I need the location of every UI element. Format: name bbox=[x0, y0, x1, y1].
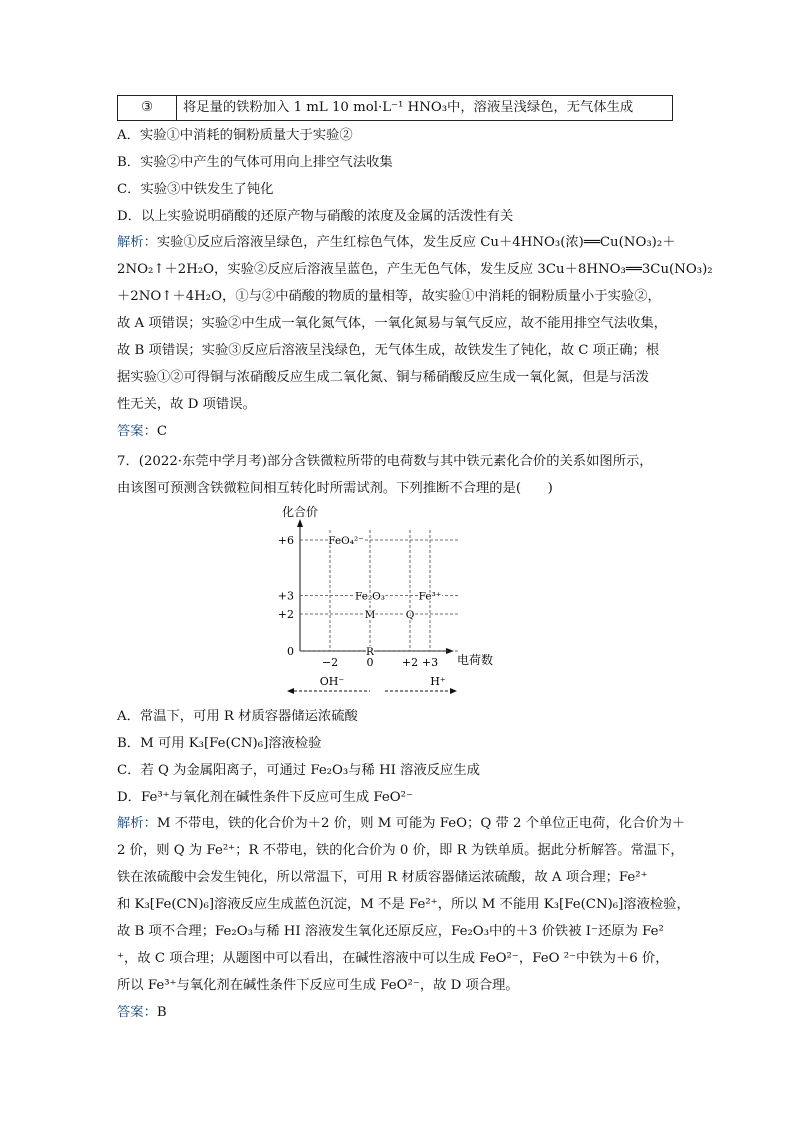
h-label: H⁺ bbox=[430, 675, 446, 688]
y-axis-label: 化合价 bbox=[282, 505, 319, 519]
x-axis-label: 电荷数 bbox=[457, 653, 494, 667]
x-tick-labels bbox=[322, 656, 438, 669]
analysis-line: 2NO₂↑＋2H₂O，实验②反应后溶液呈蓝色，产生无色气体，发生反应 3Cu＋8HNO₃══3Cu(NO₃)₂ bbox=[117, 262, 713, 277]
point-label: FeO₄²⁻ bbox=[328, 535, 364, 547]
table-row bbox=[118, 96, 673, 121]
q6-option-b: B．实验②中产生的气体可用向上排空气法收集 bbox=[117, 155, 393, 170]
point-labels bbox=[328, 535, 441, 658]
q6-option-d: D．以上实验说明硝酸的还原产物与硝酸的浓度及金属的活泼性有关 bbox=[117, 209, 514, 224]
x-tick-label: 0 bbox=[366, 656, 374, 669]
analysis-label: 解析： bbox=[117, 816, 157, 831]
experiment-number: ③ bbox=[118, 96, 177, 121]
analysis-line: 性无关，故 D 项错误。 bbox=[117, 397, 256, 412]
y-tick-label: +6 bbox=[277, 534, 294, 547]
point-label: Fe₂O₃ bbox=[355, 590, 385, 603]
y-tick-label: 0 bbox=[287, 645, 294, 658]
analysis-line: 故 A 项错误；实验②中生成一氧化氮气体，一氧化氮易与氧气反应，故不能用排空气法收集， bbox=[117, 316, 667, 331]
analysis-line: 铁在浓硫酸中会发生钝化，所以常温下，可用 R 材质容器储运浓硫酸，故 A 项合理；Fe²⁺ bbox=[117, 870, 648, 885]
q7-option-c: C．若 Q 为金属阳离子，可通过 Fe₂O₃与稀 HI 溶液反应生成 bbox=[117, 763, 480, 778]
x-tick-label: −2 bbox=[321, 656, 339, 669]
q7-option-d: D．Fe³⁺与氧化剂在碱性条件下反应可生成 FeO²⁻ bbox=[117, 790, 413, 805]
point-label: Fe³⁺ bbox=[418, 590, 442, 603]
q7-option-b: B．M 可用 K₃[Fe(CN)₆]溶液检验 bbox=[117, 736, 322, 751]
analysis-line: 所以 Fe³⁺与氧化剂在碱性条件下反应可生成 FeO²⁻，故 D 项合理。 bbox=[117, 978, 519, 993]
y-tick-labels bbox=[278, 534, 294, 658]
experiment-table bbox=[117, 95, 673, 121]
answer-label: 答案： bbox=[117, 424, 157, 439]
q7-analysis bbox=[117, 810, 689, 1026]
x-tick-label: +3 bbox=[421, 656, 439, 669]
q6-analysis bbox=[117, 229, 713, 445]
answer-label: 答案： bbox=[117, 1005, 157, 1020]
analysis-line: 故 B 项不合理；Fe₂O₃与稀 HI 溶液发生氧化还原反应，Fe₂O₃中的＋3 价铁被 I⁻还原为 Fe² bbox=[117, 924, 664, 939]
h-arrowhead bbox=[450, 688, 457, 694]
analysis-line: 和 K₃[Fe(CN)₆]溶液反应生成蓝色沉淀，M 不是 Fe²⁺，所以 M 不能用 K₃[Fe(CN)₆]溶液检验， bbox=[117, 897, 690, 912]
q7-option-a: A．常温下，可用 R 材质容器储运浓硫酸 bbox=[117, 709, 358, 724]
answer-value: B bbox=[156, 1005, 167, 1020]
analysis-line: 据实验①②可得铜与浓硝酸反应生成二氧化氮、铜与稀硝酸反应生成一氧化氮，但是与活泼 bbox=[117, 370, 649, 385]
analysis-line: ⁺，故 C 项合理；从题图中可以看出，在碱性溶液中可以生成 FeO²⁻，FeO ²⁻中铁为＋6 价， bbox=[117, 951, 669, 966]
point-label: M bbox=[364, 609, 376, 621]
q7-stem bbox=[117, 448, 689, 502]
analysis-line: 故 B 项错误；实验③反应后溶液呈浅绿色，无气体生成，故铁发生了钝化，故 C 项正确；根 bbox=[117, 343, 660, 358]
analysis-line: ＋2NO↑＋4H₂O，①与②中硝酸的物质的量相等，故实验①中消耗的铜粉质量小于实验②， bbox=[117, 289, 661, 304]
analysis-label: 解析： bbox=[117, 235, 157, 250]
y-axis-arrow bbox=[297, 519, 303, 527]
analysis-line: 解析：实验①反应后溶液呈绿色，产生红棕色气体，发生反应 Cu＋4HNO₃(浓)══Cu(NO₃)₂＋ bbox=[117, 235, 676, 250]
oh-arrowhead bbox=[287, 688, 294, 694]
oh-label: OH⁻ bbox=[319, 675, 345, 688]
valence-charge-chart bbox=[270, 502, 494, 698]
answer-line bbox=[117, 999, 689, 1026]
y-tick-label: +3 bbox=[277, 589, 294, 603]
answer-value: C bbox=[156, 424, 168, 439]
q6-option-a: A．实验①中消耗的铜粉质量大于实验② bbox=[117, 128, 353, 143]
point-label: Q bbox=[405, 609, 415, 621]
stem-line: 7．(2022·东莞中学月考)部分含铁微粒所带的电荷数与其中铁元素化合价的关系如图所示， bbox=[117, 454, 653, 469]
x-tick-label: +2 bbox=[401, 656, 419, 669]
experiment-description: 将足量的铁粉加入 1 mL 10 mol·L⁻¹ HNO₃中，溶液呈浅绿色，无气体生成 bbox=[177, 96, 673, 121]
analysis-line: 解析：M 不带电，铁的化合价为＋2 价，则 M 可能为 FeO；Q 带 2 个单位正电荷，化合价为＋ bbox=[117, 816, 686, 831]
y-tick-label: +2 bbox=[277, 608, 294, 621]
q6-option-c: C．实验③中铁发生了钝化 bbox=[117, 182, 274, 197]
stem-line: 由该图可预测含铁微粒间相互转化时所需试剂。下列推断不合理的是( ) bbox=[117, 481, 553, 496]
point-label: R bbox=[366, 646, 374, 658]
answer-line bbox=[117, 418, 689, 445]
analysis-line: 2 价，则 Q 为 Fe²⁺；R 不带电，铁的化合价为 0 价，即 R 为铁单质。据此分析解答。常温下， bbox=[117, 843, 684, 858]
